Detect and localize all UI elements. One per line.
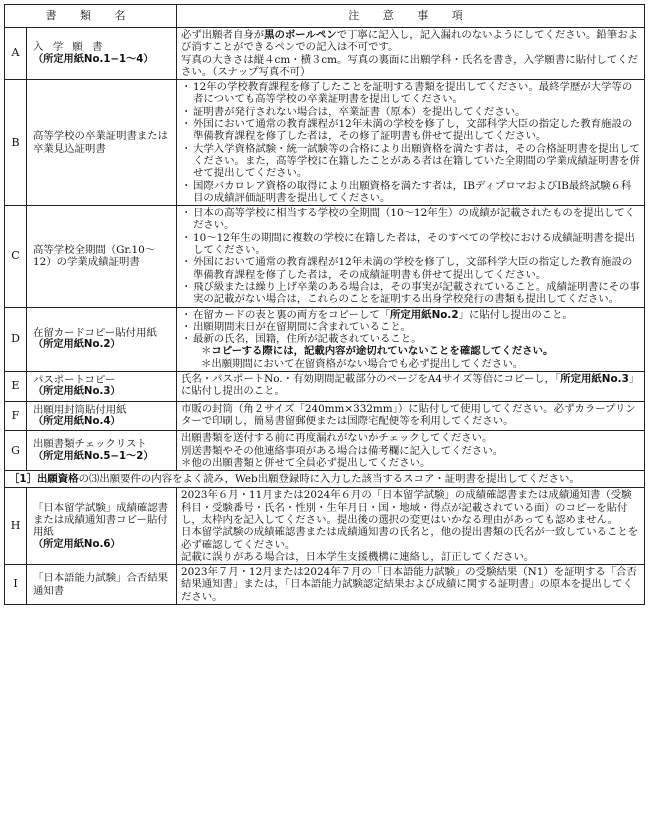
note-item: ・ 外国において通常の教育課程が12年未満の学校を修了し，文部科学大臣の指定した教育施設の準備教育課程を修了した者は，その修了証明書も併せて提出してください。 [181,118,640,143]
document-name-cell [27,431,177,471]
table-row [5,206,645,307]
document-name-cell [27,372,177,402]
note-item: ・ 外国において通常の教育課程が12年未満の学校を修了し，文部科学大臣の指定した教育施設の準備教育課程を修了した者は，その成績証明書も併せて提出してください。 [181,256,640,281]
table-header [5,5,645,28]
note-item: ・ 10〜12年生の期間に複数の学校に在籍した者は，そのすべての学校における成績証明書を提出してください。 [181,232,640,257]
notes-cell [177,431,645,471]
row-letter: B [5,80,27,206]
note-item: ・ 国際バカロレア資格の取得により出願資格を満たす者は，IBディプロマおよびIB最終試験６科目の成績評価証明書を提出してください。 [181,180,640,205]
document-name: パスポートコピー [33,374,116,387]
table-row [5,565,645,605]
notes-cell [177,565,645,605]
notes-cell [177,372,645,402]
form-number: （所定用紙No.1−1〜4） [33,53,154,65]
note-item: ・ 飛び級または繰り上げ卒業のある場合は，その事実が記載されていること。成績証明書にその事実の記載がない場合は，これらのことを証明する出身学校発行の書類も提出してください。 [181,281,640,306]
table-row [5,401,645,431]
table-row [5,80,645,206]
note-item: ・ 日本の高等学校に相当する学校の全期間（10〜12年生）の成績が記載されたものを提出してください。 [181,207,640,232]
note-line: 日本留学試験の成績確認書または成績通知書の氏名と，他の提出書類の氏名が一致していることを必ず確認してください。 [181,526,639,551]
document-name: 出願書類チェックリスト [33,438,147,451]
table-row [5,488,645,565]
document-name: 「日本留学試験」成績確認書または成績通知書コピー貼付用紙 [33,501,169,539]
row-letter: A [5,28,27,80]
table-row [5,431,645,471]
document-name-cell [27,565,177,605]
document-name-cell [27,28,177,80]
note-line: 市販の封筒（角２サイズ「240mm×332mm」）に貼付して使用してください。必ずカラープリンターで印刷し，簡易書留郵便または国際宅配便等を利用してください。 [181,402,636,427]
row-letter: F [5,401,27,431]
document-name-cell [27,307,177,371]
document-name: 在留カードコピー貼付用紙 [33,326,157,339]
document-name: 高等学校全期間（Gr.10〜12）の学業成績証明書 [33,244,156,269]
note-asterisk: ＊出願期間において在留資格がない場合でも必ず提出してください。 [201,357,524,370]
row-letter: G [5,431,27,471]
table-row [5,307,645,371]
section-note [5,471,645,488]
section-note-row [5,471,645,488]
section-note-head: ［1］出願資格 [9,473,79,486]
document-name: 「日本語能力試験」合否結果通知書 [33,572,169,597]
notes-cell [177,28,645,80]
form-number: （所定用紙No.6） [33,538,121,550]
note-item: ・ 在留カードの表と裏の両方をコピーして「所定用紙No.2」に貼付し提出のこと。 [181,309,640,321]
note-line: 記載に誤りがある場合は，日本学生支援機構に連絡し，訂正してください。 [181,550,535,563]
requirements-table [4,4,645,605]
header-notes: 注 意 事 項 [177,5,645,28]
note-line: 別送書類やその他連絡事項がある場合は備考欄に記入してください。 [181,444,504,457]
document-name-cell [27,401,177,431]
table-row [5,28,645,80]
notes-cell [177,488,645,565]
document-name-cell [27,488,177,565]
notes-cell [177,80,645,206]
row-letter: C [5,206,27,307]
header-document-name: 書 類 名 [5,5,177,28]
note-item: ・ 証明書が発行されない場合は，卒業証書（原本）を提出してください。 [181,106,640,118]
row-letter: I [5,565,27,605]
note-line: 必ず出願者自身が黒のボールペンで丁寧に記入し，記入漏れのないようにしてください。鉛筆および消すことができるペンでの記入は不可です。 [181,29,638,54]
note-item: ・ 最新の氏名，国籍，住所が記載されていること。 [181,333,640,345]
document-name: 出願用封筒貼付用紙 [33,403,127,416]
form-number: （所定用紙No.2） [33,339,121,351]
note-item: ・ 出願期間末日が在留期間に含まれていること。 [181,321,640,333]
document-name: 入 学 願 書 [33,41,106,54]
note-line: 2023年６月・11月または2024年６月の「日本留学試験」の成績確認書または成績通知書（受験科目・受験番号・氏名・性別・生年月日・国・地域・得点が記載されている面）のコピーを貼付し，太枠内を記入してください。提出後の選択の変更はいかなる理由があっても認めません。 [181,489,632,526]
form-number: （所定用紙No.3） [33,386,121,398]
notes-cell [177,206,645,307]
row-letter: E [5,372,27,402]
document-name: 高等学校の卒業証明書または卒業見込証明書 [33,130,169,155]
notes-cell [177,401,645,431]
note-line: ＊他の出願書類と併せて全員必ず提出してください。 [181,456,431,469]
note-line: 写真の大きさは縦４cm・横３cm。写真の裏面に出願学科・氏名を書き，入学願書に貼付してください。（スナップ写真不可） [181,53,638,78]
row-letter: D [5,307,27,371]
section-note-text: の⑶出願要件の内容をよく読み，Web出願登録時に入力した該当するスコア・証明書を提出してください。 [78,473,580,486]
notes-cell [177,307,645,371]
document-name-cell [27,80,177,206]
form-number: （所定用紙No.5−1〜2） [33,450,154,462]
note-line: 出願書類を送付する前に再度漏れがないかチェックしてください。 [181,432,493,445]
note-line: 氏名・パスポートNo.・有効期間記載部分のページをA4サイズ等倍にコピーし，「所定用紙No.3」に貼付し提出のこと。 [181,373,640,398]
note-item: ・ 12年の学校教育課程を修了したことを証明する書類を提出してください。最終学歴が大学等の者についても高等学校の卒業証明書を提出してください。 [181,81,640,106]
row-letter: H [5,488,27,565]
table-row [5,372,645,402]
note-line: 2023年７月・12月または2024年７月の「日本語能力試験」の受験結果（N1）を証明する「合否結果通知書」または，「日本語能力試験認定結果および成績に関する証明書」の原本を提出してください。 [181,566,637,603]
note-asterisk: ＊コピーする際には，記載内容が途切れていないことを確認してください。 [201,345,554,358]
document-name-cell [27,206,177,307]
form-number: （所定用紙No.4） [33,415,121,427]
note-item: ・ 大学入学資格試験・統一試験等の合格により出願資格を満たす者は，その合格証明書を提出してください。また，高等学校に在籍したことがある者は在籍していた全期間の学業成績証明書を併せて提出してください。 [181,143,640,180]
